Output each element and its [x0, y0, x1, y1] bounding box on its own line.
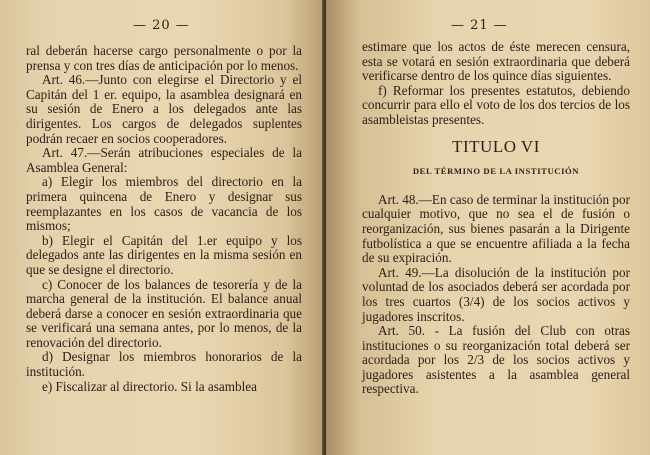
left-page-text: [26, 44, 302, 394]
item-a: a) Elegir los miembros del directorio en la primera quincena de Enero y designar sus reemplazantes en los casos de vacancia de los mismos;: [26, 174, 302, 234]
article-48: Art. 48.—En caso de terminar la institución por cualquier motivo, que no sea el de fusión o reorganización, sus bienes pasarán a la Dirigente futbolística a que se encuentre afiliada a la fecha de su expiración.: [362, 191, 630, 266]
right-page-text: [362, 40, 630, 397]
section-title: TITULO VI: [452, 136, 540, 156]
item-f: f) Reformar los presentes estatutos, debiendo concurrir para ello el voto de los dos tercios de los asambleistas presentes.: [362, 82, 630, 127]
right-page: [326, 0, 650, 455]
item-b: b) Elegir el Capitán del 1.er equipo y los delegados ante las dirigentes en la misma sesión en que se designe el directorio.: [26, 232, 302, 277]
item-e: e) Fiscalizar al directorio. Si la asamblea: [42, 378, 257, 394]
left-page: [0, 0, 324, 455]
item-d: d) Designar los miembros honorarios de la institución.: [26, 349, 302, 380]
article-47: Art. 47.—Serán atribuciones especiales de la Asamblea General:: [26, 145, 302, 175]
item-c: c) Conocer de los balances de tesorería y de la marcha general de la institución. El balance anual deberá darse a conocer en sesión extraordinaria que se verificará una semana antes, por lo menos, de la renovación del directorio.: [26, 276, 302, 350]
section-subtitle: DEL TÉRMINO DE LA INSTITUCIÓN: [412, 166, 580, 177]
page-number-left: — 20 —: [133, 18, 190, 33]
paragraph-continuation: estimare que los actos de éste merecen censura, esta se votará en sesión extraordinaria que deberá verificarse dentro de los quince días siguientes.: [362, 39, 630, 84]
article-50: Art. 50. - La fusión del Club con otras instituciones o su reorganización total deberá ser acordada por los 2/3 de los socios activos y jugadores asistentes a la asamblea general respectiva.: [362, 323, 630, 397]
page-number-right: — 21 —: [451, 18, 508, 33]
paragraph-continuation: ral deberán hacerse cargo personalmente o por la prensa y con tres días de anticipación por lo menos.: [26, 43, 302, 73]
article-46: Art. 46.—Junto con elegirse el Directorio y el Capitán del 1 er. equipo, la asamblea designará en su sesión de Enero a los delegados ante las dirigentes. Los cargos de delegados suplentes podrán recaer en socios cooperadores.: [26, 72, 302, 146]
article-49: Art. 49.—La disolución de la institución por voluntad de los asociados deberá ser acordada por los tres cuartos (3/4) de los socios activos y jugadores inscritos.: [362, 264, 630, 324]
